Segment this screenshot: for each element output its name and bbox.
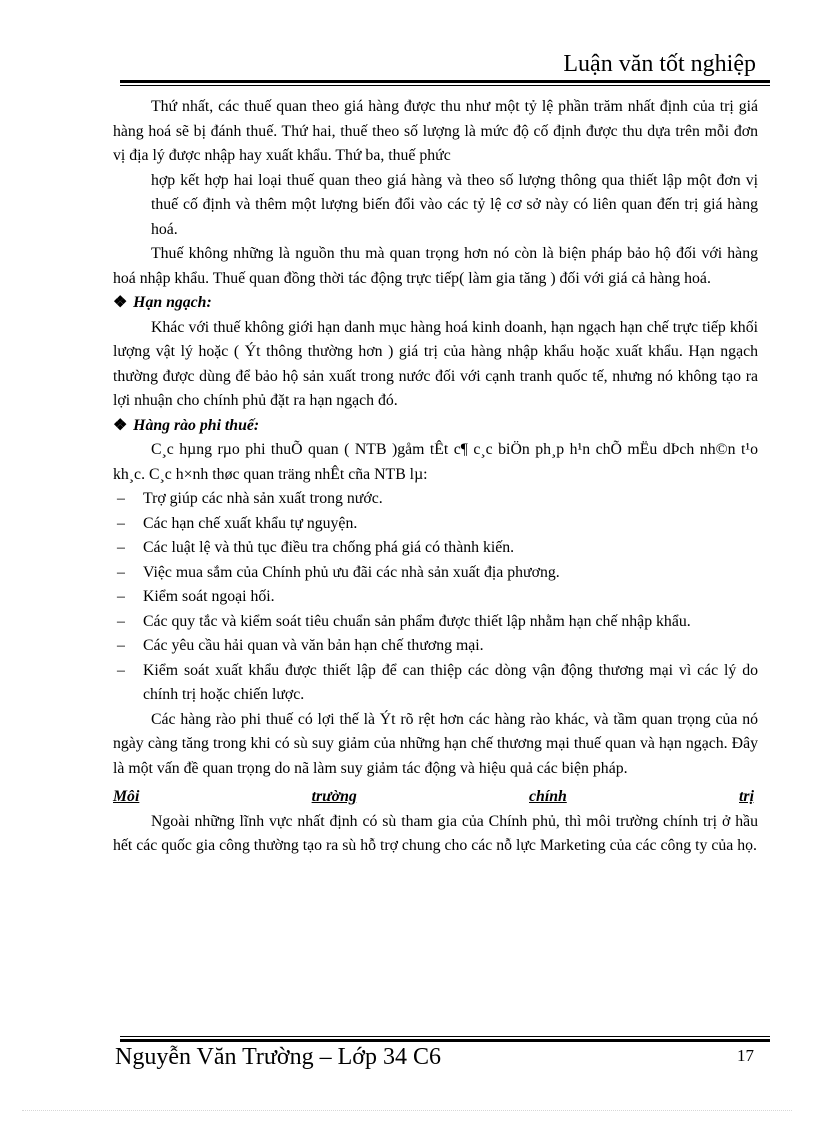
heading-quota-text: Hạn ngạch: xyxy=(133,294,212,311)
paragraph-tariff-role: Thuế không những là nguồn thu mà quan trọng hơn nó còn là biện pháp bảo hộ đối với hàng hoá nhập khẩu. Thuế quan đồng thời tác động trực tiếp( làm gia tăng ) đối với giá cả hàng hoá. xyxy=(113,245,758,287)
section-heading-word: Môi xyxy=(113,788,140,805)
dash-bullet: – xyxy=(117,539,125,556)
list-item-text: Việc mua sắm của Chính phủ ưu đãi các nhà sản xuất địa phương. xyxy=(143,563,560,581)
page-number: 17 xyxy=(737,1046,754,1065)
list-item xyxy=(113,659,758,708)
paragraph-ntb-intro: C¸c hµng rµo phi thuÕ quan ( NTB )gåm tÊt c¶ c¸c biÖn ph¸p h¹n chÕ mËu dÞch nh©n t¹o kh¸c. C¸c h×nh thøc quan träng nhÊt cña NTB lµ: xyxy=(113,441,758,483)
section-heading-word: trường xyxy=(311,788,357,805)
section-heading-word: chính xyxy=(529,788,567,805)
diamond-bullet-icon: ❖ xyxy=(113,416,128,434)
list-item xyxy=(113,585,758,610)
list-item-text: Kiểm soát ngoại hối. xyxy=(143,588,275,605)
paragraph-tariff-types-cont xyxy=(113,169,758,243)
list-item-text: Các yêu cầu hải quan và văn bản hạn chế thương mại. xyxy=(143,637,484,654)
list-item xyxy=(113,561,758,586)
dash-bullet: – xyxy=(117,612,125,630)
running-header-title: Luận văn tốt nghiệp xyxy=(563,51,756,77)
dash-bullet: – xyxy=(117,637,125,654)
dash-bullet: – xyxy=(117,588,125,605)
list-item-text: Các hạn chế xuất khẩu tự nguyện. xyxy=(143,514,358,532)
paragraph-quota: Khác với thuế không giới hạn danh mục hàng hoá kinh doanh, hạn ngạch hạn chế trực tiếp khối lượng vật lý hoặc ( Ýt thông thường hơn ) giá trị của hàng nhập khẩu hoặc xuất khẩu. Hạn ngạch thường được dùng để bảo hộ sản xuất trong nước đối với cạnh tranh quốc tế, nhưng nó không tạo ra lợi nhuận cho chính phủ đặt ra hạn ngạch đó. xyxy=(113,318,758,409)
page-bottom-divider xyxy=(22,1110,792,1111)
list-item-text: Các luật lệ và thủ tục điều tra chống phá giá có thành kiến. xyxy=(143,539,515,556)
heading-quota xyxy=(113,291,758,316)
heading-ntb xyxy=(113,414,758,439)
list-item xyxy=(113,487,758,512)
section-heading-word: trị xyxy=(739,788,754,805)
footer-author: Nguyễn Văn Trường – Lớp 34 C6 xyxy=(115,1044,441,1070)
paragraph-tariff-types-cont-text: hợp kết hợp hai loại thuế quan theo giá hàng và theo số lượng thông qua thiết lập một đơn vị thuế cố định và thêm một lượng biến đổi vào các tỷ lệ cơ sở này có liên quan đến trị giá hàng hoá. xyxy=(151,171,758,238)
diamond-bullet-icon: ❖ xyxy=(113,294,128,311)
dash-bullet: – xyxy=(117,661,125,679)
dash-bullet: – xyxy=(117,563,125,581)
header-rule-thin xyxy=(120,85,770,86)
section-heading-political-environment xyxy=(113,785,758,810)
paragraph-political-environment: Ngoài những lĩnh vực nhất định có sù tham gia của Chính phủ, thì môi trường chính trị ở hầu hết các quốc gia công thường tạo ra sù hỗ trợ chung cho các nỗ lực Marketing của các công ty của họ. xyxy=(113,812,758,854)
list-item xyxy=(113,610,758,635)
list-item-text: Kiểm soát xuất khẩu được thiết lập để can thiệp các dòng vận động thương mại vì các lý do chính trị hoặc chiến lược. xyxy=(143,661,758,703)
header-rule-thick xyxy=(120,80,770,83)
list-item xyxy=(113,512,758,537)
dash-bullet: – xyxy=(117,490,125,507)
list-item-text: Các quy tắc và kiểm soát tiêu chuẩn sản phẩm được thiết lập nhằm hạn chế nhập khẩu. xyxy=(143,612,691,630)
heading-ntb-text: Hàng rào phi thuế: xyxy=(133,416,260,434)
paragraph-ntb-advantage: Các hàng rào phi thuế có lợi thế là Ýt rõ rệt hơn các hàng rào khác, và tầm quan trọng của nó ngày càng tăng trong khi có sù suy giảm của những hạn chế thương mại thuế quan và hạn ngạch. Đây là một vấn đề quan trọng do nã làm suy giảm tác động và hiệu quả các biện pháp. xyxy=(113,710,758,777)
dash-bullet: – xyxy=(117,514,125,532)
paragraph-tariff-types: Thứ nhất, các thuế quan theo giá hàng được thu như một tỷ lệ phần trăm nhất định của trị giá hàng hoá sẽ bị đánh thuế. Thứ hai, thuế theo số lượng là mức độ cố định được thu dựa trên mỗi đơn vị địa lý được nhập hay xuất khẩu. Thứ ba, thuế phức xyxy=(113,98,758,164)
list-item-text: Trợ giúp các nhà sản xuất trong nước. xyxy=(143,490,383,507)
header-rule xyxy=(120,80,770,86)
list-item xyxy=(113,634,758,659)
ntb-forms-list xyxy=(113,487,758,708)
list-item xyxy=(113,536,758,561)
footer-rule-thin xyxy=(120,1036,770,1037)
page-body xyxy=(113,95,758,859)
